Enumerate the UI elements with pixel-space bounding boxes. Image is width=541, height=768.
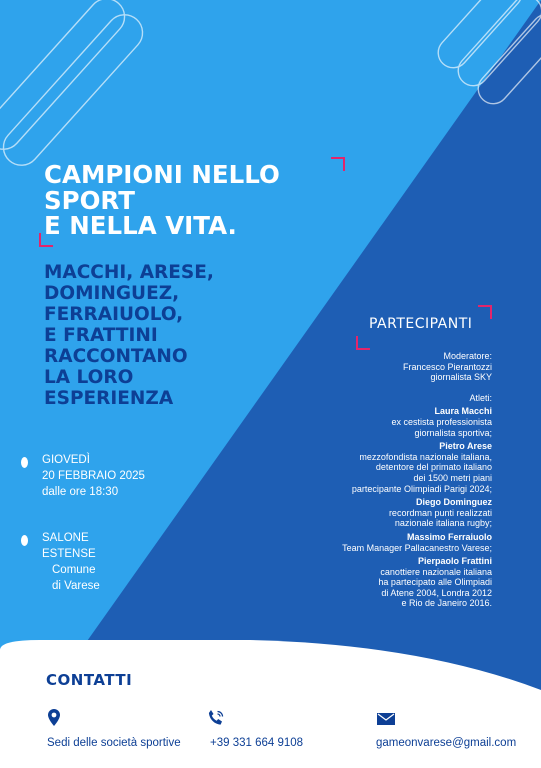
contacts-heading: CONTATTI [46, 671, 133, 689]
athlete-name: Massimo Ferraiuolo [406, 531, 492, 542]
subtitle-line-2: DOMINGUEZ, [44, 283, 180, 304]
contact-phone[interactable]: +39 331 664 9108 [210, 737, 304, 749]
athlete-desc: detentore del primato italiano [375, 462, 492, 473]
venue-line-3: Comune [52, 564, 96, 576]
athlete-desc: giornalista sportiva; [414, 427, 492, 438]
athlete-desc: e Rio de Janeiro 2016. [401, 598, 492, 609]
participants-corner-bottom-left [356, 336, 370, 350]
moderator-name: Francesco Pierantozzi [402, 361, 492, 372]
participants-corner-top-right [478, 305, 492, 319]
accent-corner-top-right [331, 157, 345, 171]
moderator-label: Moderatore: [443, 351, 492, 361]
athlete-desc: dei 1500 metri piani [413, 472, 492, 483]
event-day: GIOVEDÌ [42, 454, 90, 466]
poster-subtitle [44, 262, 214, 409]
athlete-name: Laura Macchi [434, 406, 492, 417]
participants-list [342, 351, 492, 609]
athlete-desc: ex cestista professionista [391, 416, 492, 427]
map-pin-icon [48, 709, 60, 726]
athlete-desc: mezzofondista nazionale italiana, [359, 451, 492, 462]
event-date-block [42, 452, 145, 500]
envelope-icon [377, 713, 395, 725]
subtitle-line-3: FERRAIUOLO, [44, 304, 184, 325]
contact-location: Sedi delle società sportive [47, 737, 181, 749]
athlete-name: Diego Dominguez [416, 497, 492, 508]
venue-line-2: ESTENSE [42, 548, 96, 560]
athlete-desc: partecipante Olimpiadi Parigi 2024; [351, 483, 492, 494]
athlete-name: Pierpaolo Frattini [417, 556, 492, 567]
venue-line-4: di Varese [52, 580, 100, 592]
athlete-name: Pietro Arese [439, 441, 492, 452]
title-line-1: CAMPIONI NELLO [44, 160, 280, 189]
venue-bullet-icon [21, 535, 28, 546]
athlete-desc: Team Manager Pallacanestro Varese; [342, 542, 492, 553]
athlete-desc: canottiere nazionale italiana [380, 566, 492, 577]
subtitle-line-4: E FRATTINI [44, 325, 158, 346]
poster-title [44, 162, 280, 239]
title-line-2: SPORT [44, 185, 135, 215]
phone-icon [207, 709, 225, 727]
subtitle-line-7: ESPERIENZA [44, 388, 174, 409]
event-date: 20 FEBBRAIO 2025 [42, 470, 145, 482]
subtitle-line-1: MACCHI, ARESE, [44, 262, 214, 283]
athlete-desc: recordman punti realizzati [388, 507, 492, 518]
event-time: dalle ore 18:30 [42, 486, 119, 498]
athlete-desc: nazionale italiana rugby; [394, 518, 492, 529]
participants-heading: PARTECIPANTI [369, 316, 473, 332]
athlete-desc: ha partecipato alle Olimpiadi [378, 577, 492, 588]
athlete-desc: di Atene 2004, Londra 2012 [381, 587, 492, 598]
moderator-role: giornalista SKY [430, 372, 492, 383]
date-bullet-icon [21, 457, 28, 468]
event-venue-block [42, 530, 100, 594]
athletes-label: Atleti: [469, 392, 492, 403]
subtitle-line-6: LA LORO [44, 367, 134, 388]
venue-line-1: SALONE [42, 532, 89, 544]
contact-email[interactable]: gameonvarese@gmail.com [376, 737, 517, 749]
title-line-3: E NELLA VITA. [44, 211, 237, 240]
subtitle-line-5: RACCONTANO [44, 346, 188, 367]
